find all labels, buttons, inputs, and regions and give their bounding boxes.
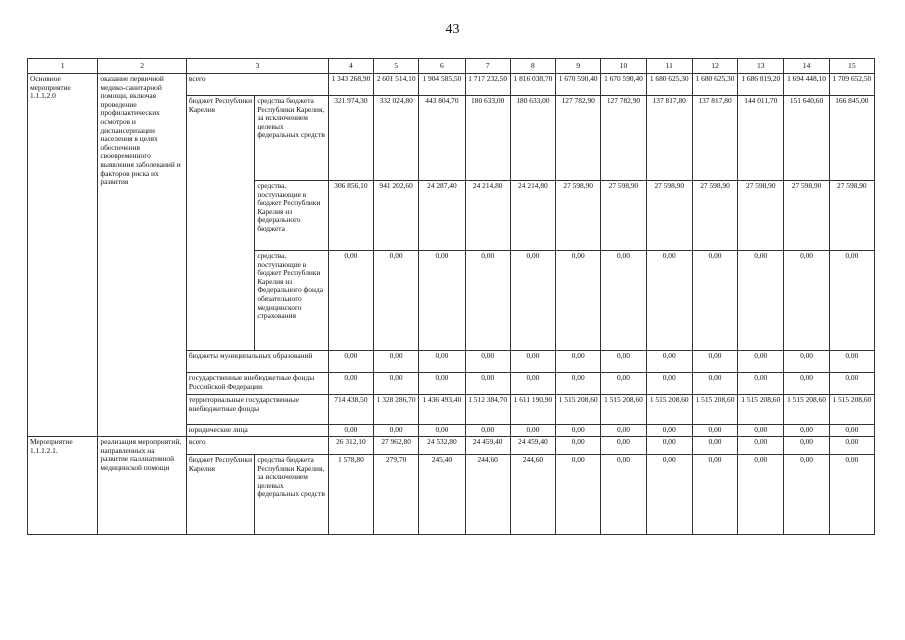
value-cell: 0,00 [328, 251, 373, 351]
column-header: 5 [374, 59, 419, 74]
value-cell: 24 532,80 [419, 437, 465, 455]
value-cell: 0,00 [510, 425, 555, 437]
value-cell: 0,00 [692, 373, 737, 395]
funding-source: государственные внебюджетные фонды Российской Федерации [186, 373, 328, 395]
value-cell: 0,00 [465, 425, 510, 437]
value-cell: 0,00 [510, 373, 555, 395]
value-cell: 0,00 [784, 437, 829, 455]
value-cell: 1 515 208,60 [738, 395, 784, 425]
value-cell: 0,00 [328, 425, 373, 437]
value-cell: 0,00 [328, 373, 373, 395]
value-cell: 0,00 [738, 251, 784, 351]
value-cell: 137 817,80 [646, 96, 692, 181]
value-cell: 1 436 493,40 [419, 395, 465, 425]
value-cell: 1 578,80 [328, 455, 373, 535]
header-row [28, 59, 875, 74]
value-cell: 0,00 [601, 455, 646, 535]
value-cell: 0,00 [646, 425, 692, 437]
value-cell: 180 633,00 [465, 96, 510, 181]
value-cell: 0,00 [556, 425, 601, 437]
value-cell: 941 202,60 [374, 181, 419, 251]
column-header: 10 [601, 59, 646, 74]
value-cell: 332 024,80 [374, 96, 419, 181]
value-cell: 0,00 [556, 437, 601, 455]
value-cell: 1 515 208,60 [829, 395, 874, 425]
column-header: 8 [510, 59, 555, 74]
value-cell: 244,60 [465, 455, 510, 535]
value-cell: 27 598,90 [601, 181, 646, 251]
value-cell: 714 438,50 [328, 395, 373, 425]
value-cell: 27 598,90 [646, 181, 692, 251]
value-cell: 1 515 208,60 [692, 395, 737, 425]
value-cell: 0,00 [646, 351, 692, 373]
column-header: 14 [784, 59, 829, 74]
value-cell: 1 717 232,50 [465, 74, 510, 96]
value-cell: 0,00 [738, 373, 784, 395]
value-cell: 127 782,90 [601, 96, 646, 181]
table-row [28, 437, 875, 455]
value-cell: 0,00 [692, 425, 737, 437]
activity-name: оказание первичной медико-санитарной помощи, включая проведение профилактических осмотров и диспансеризации населения в целях обеспечения своевременного выявления заболеваний и факторов риска их развития [98, 74, 187, 437]
funding-source: юридические лица [186, 425, 328, 437]
value-cell: 0,00 [829, 351, 874, 373]
value-cell: 1 816 038,70 [510, 74, 555, 96]
value-cell: 24 459,40 [510, 437, 555, 455]
value-cell: 0,00 [419, 351, 465, 373]
value-cell: 0,00 [646, 373, 692, 395]
value-cell: 180 633,00 [510, 96, 555, 181]
funding-subsource: средства, поступающие в бюджет Республики Карелия из федерального бюджета [255, 181, 328, 251]
value-cell: 0,00 [465, 251, 510, 351]
value-cell: 1 515 208,60 [784, 395, 829, 425]
value-cell: 0,00 [692, 351, 737, 373]
value-cell: 0,00 [738, 425, 784, 437]
value-cell: 0,00 [738, 455, 784, 535]
column-header: 3 [186, 59, 328, 74]
value-cell: 27 598,90 [829, 181, 874, 251]
value-cell: 0,00 [328, 351, 373, 373]
value-cell: 0,00 [738, 351, 784, 373]
value-cell: 0,00 [374, 373, 419, 395]
value-cell: 0,00 [601, 437, 646, 455]
activity-code: Мероприятие 1.1.1.2.1. [28, 437, 98, 535]
value-cell: 0,00 [556, 351, 601, 373]
value-cell: 137 817,80 [692, 96, 737, 181]
value-cell: 0,00 [601, 425, 646, 437]
value-cell: 27 962,80 [374, 437, 419, 455]
activity-name: реализация мероприятий, направленных на развитие паллиативной медицинской помощи [98, 437, 187, 535]
value-cell: 244,60 [510, 455, 555, 535]
value-cell: 0,00 [784, 373, 829, 395]
activity-code: Основное мероприятие 1.1.1.2.0 [28, 74, 98, 437]
funding-subsource: средства, поступающие в бюджет Республики Карелия из Федерального фонда обязательного медицинского страхования [255, 251, 328, 351]
value-cell: 1 328 286,70 [374, 395, 419, 425]
value-cell: 0,00 [465, 351, 510, 373]
value-cell: 0,00 [784, 251, 829, 351]
value-cell: 0,00 [510, 251, 555, 351]
funding-source: территориальные государственные внебюджетные фонды [186, 395, 328, 425]
value-cell: 1 343 268,90 [328, 74, 373, 96]
funding-source: бюджет Республики Карелия [186, 455, 254, 535]
value-cell: 1 904 585,50 [419, 74, 465, 96]
value-cell: 0,00 [829, 251, 874, 351]
column-header: 6 [419, 59, 465, 74]
value-cell: 0,00 [738, 437, 784, 455]
value-cell: 0,00 [601, 373, 646, 395]
value-cell: 0,00 [646, 455, 692, 535]
value-cell: 1 670 590,40 [601, 74, 646, 96]
value-cell: 26 312,10 [328, 437, 373, 455]
value-cell: 24 214,80 [465, 181, 510, 251]
column-header: 15 [829, 59, 874, 74]
value-cell: 2 601 514,10 [374, 74, 419, 96]
value-cell: 306 856,10 [328, 181, 373, 251]
column-header: 4 [328, 59, 373, 74]
column-header: 9 [556, 59, 601, 74]
value-cell: 279,70 [374, 455, 419, 535]
value-cell: 27 598,90 [738, 181, 784, 251]
value-cell: 1 515 208,60 [556, 395, 601, 425]
value-cell: 0,00 [646, 251, 692, 351]
value-cell: 0,00 [646, 437, 692, 455]
value-cell: 0,00 [419, 425, 465, 437]
value-cell: 1 694 448,10 [784, 74, 829, 96]
budget-table [27, 58, 875, 535]
value-cell: 1 512 384,70 [465, 395, 510, 425]
value-cell: 0,00 [784, 455, 829, 535]
value-cell: 27 598,90 [784, 181, 829, 251]
value-cell: 1 680 625,30 [692, 74, 737, 96]
value-cell: 0,00 [829, 425, 874, 437]
value-cell: 0,00 [556, 373, 601, 395]
value-cell: 0,00 [692, 455, 737, 535]
value-cell: 0,00 [374, 425, 419, 437]
value-cell: 0,00 [419, 373, 465, 395]
value-cell: 1 709 652,50 [829, 74, 874, 96]
value-cell: 0,00 [601, 351, 646, 373]
column-header: 12 [692, 59, 737, 74]
funding-source: всего [186, 437, 328, 455]
value-cell: 24 287,40 [419, 181, 465, 251]
value-cell: 0,00 [556, 251, 601, 351]
value-cell: 151 640,60 [784, 96, 829, 181]
value-cell: 1 515 208,60 [601, 395, 646, 425]
value-cell: 24 214,80 [510, 181, 555, 251]
value-cell: 0,00 [465, 373, 510, 395]
value-cell: 1 611 190,90 [510, 395, 555, 425]
value-cell: 0,00 [601, 251, 646, 351]
value-cell: 0,00 [556, 455, 601, 535]
funding-subsource: средства бюджета Республики Карелия, за исключением целевых федеральных средств [255, 96, 328, 181]
value-cell: 443 804,70 [419, 96, 465, 181]
value-cell: 0,00 [829, 373, 874, 395]
value-cell: 1 680 625,30 [646, 74, 692, 96]
value-cell: 0,00 [692, 437, 737, 455]
column-header: 11 [646, 59, 692, 74]
value-cell: 321 974,30 [328, 96, 373, 181]
value-cell: 0,00 [829, 455, 874, 535]
value-cell: 0,00 [374, 351, 419, 373]
value-cell: 24 459,40 [465, 437, 510, 455]
value-cell: 0,00 [692, 251, 737, 351]
column-header: 1 [28, 59, 98, 74]
funding-subsource: средства бюджета Республики Карелия, за исключением целевых федеральных средств [255, 455, 328, 535]
funding-source: всего [186, 74, 328, 96]
funding-source: бюджеты муниципальных образований [186, 351, 328, 373]
value-cell: 127 782,90 [556, 96, 601, 181]
value-cell: 0,00 [419, 251, 465, 351]
column-header: 13 [738, 59, 784, 74]
value-cell: 0,00 [784, 351, 829, 373]
column-header: 7 [465, 59, 510, 74]
value-cell: 245,40 [419, 455, 465, 535]
table-row [28, 74, 875, 96]
value-cell: 0,00 [829, 437, 874, 455]
value-cell: 1 686 819,20 [738, 74, 784, 96]
value-cell: 0,00 [374, 251, 419, 351]
funding-source: бюджет Республики Карелия [186, 96, 254, 351]
value-cell: 0,00 [510, 351, 555, 373]
value-cell: 166 845,00 [829, 96, 874, 181]
value-cell: 0,00 [784, 425, 829, 437]
value-cell: 1 670 590,40 [556, 74, 601, 96]
page-number: 43 [445, 22, 460, 37]
value-cell: 27 598,90 [692, 181, 737, 251]
value-cell: 144 011,70 [738, 96, 784, 181]
value-cell: 1 515 208,60 [646, 395, 692, 425]
value-cell: 27 598,90 [556, 181, 601, 251]
column-header: 2 [98, 59, 187, 74]
